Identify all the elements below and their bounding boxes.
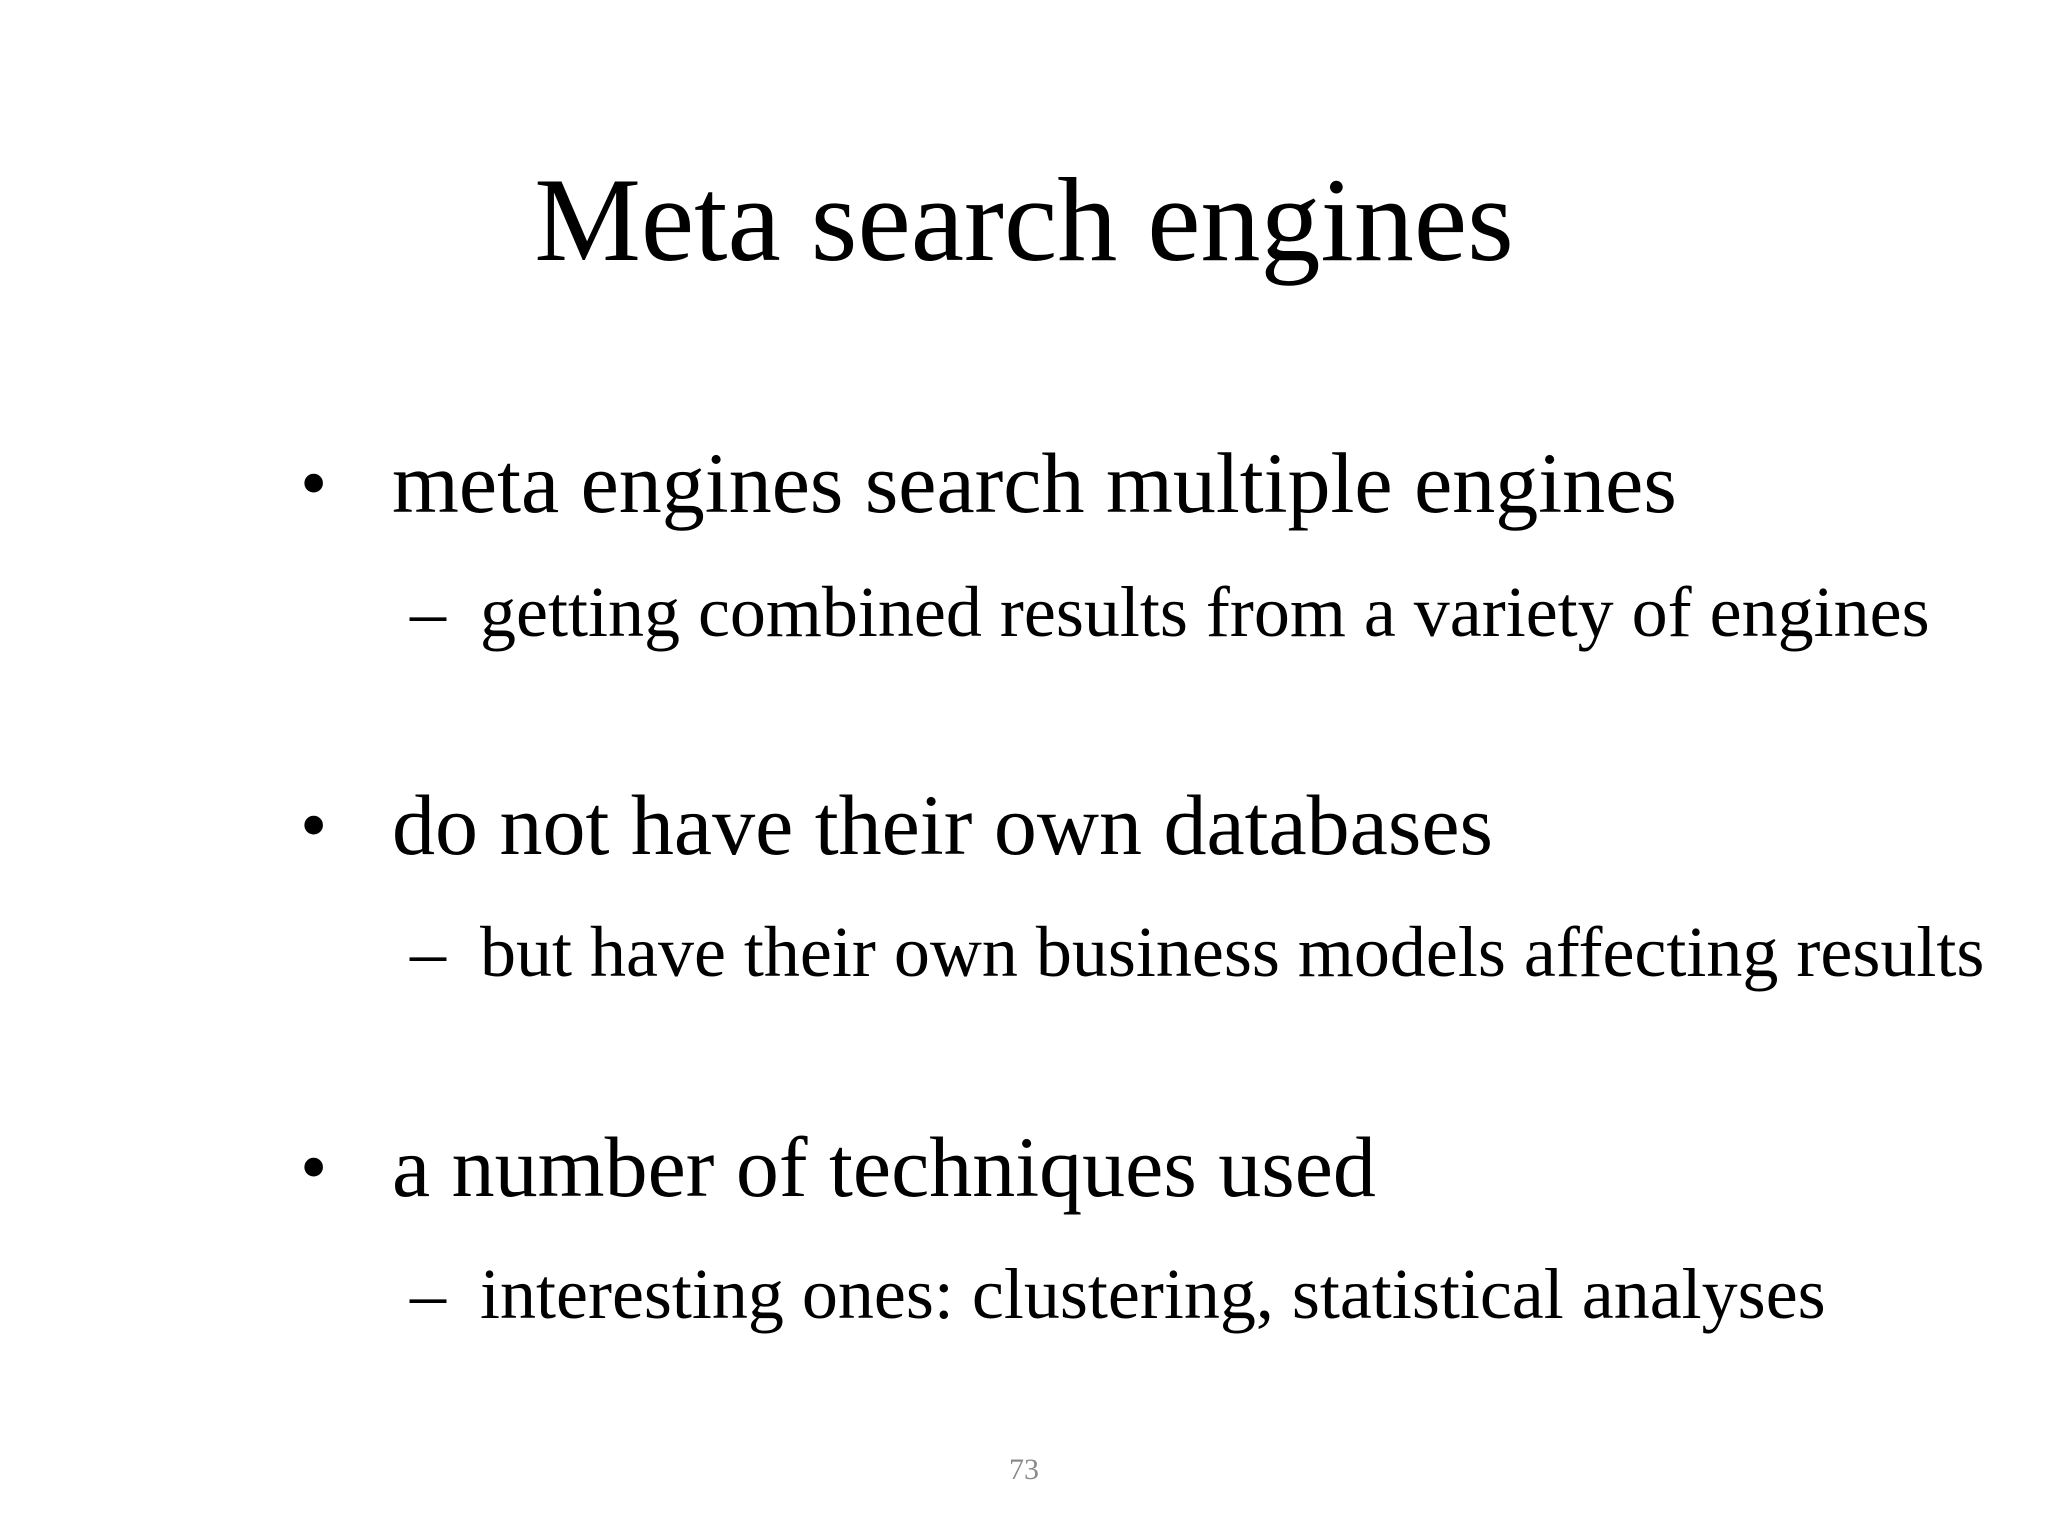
bullet-icon: • — [300, 439, 328, 526]
dash-icon: – — [410, 912, 446, 992]
bullet-icon: • — [300, 1123, 328, 1210]
dash-icon: – — [410, 572, 446, 652]
slide-title: Meta search engines — [534, 153, 1514, 286]
dash-icon: – — [410, 1254, 446, 1334]
page-number: 73 — [1009, 1453, 1039, 1486]
sub-bullet-text-2: but have their own business models affecting results — [480, 912, 1985, 992]
bullet-icon: • — [300, 781, 328, 868]
bullet-text-1: meta engines search multiple engines — [392, 435, 1677, 531]
bullet-text-3: a number of techniques used — [392, 1119, 1376, 1215]
sub-bullet-text-3: interesting ones: clustering, statistical analyses — [480, 1254, 1826, 1334]
bullet-text-2: do not have their own databases — [392, 777, 1493, 873]
sub-bullet-text-1: getting combined results from a variety of engines — [480, 572, 1930, 652]
